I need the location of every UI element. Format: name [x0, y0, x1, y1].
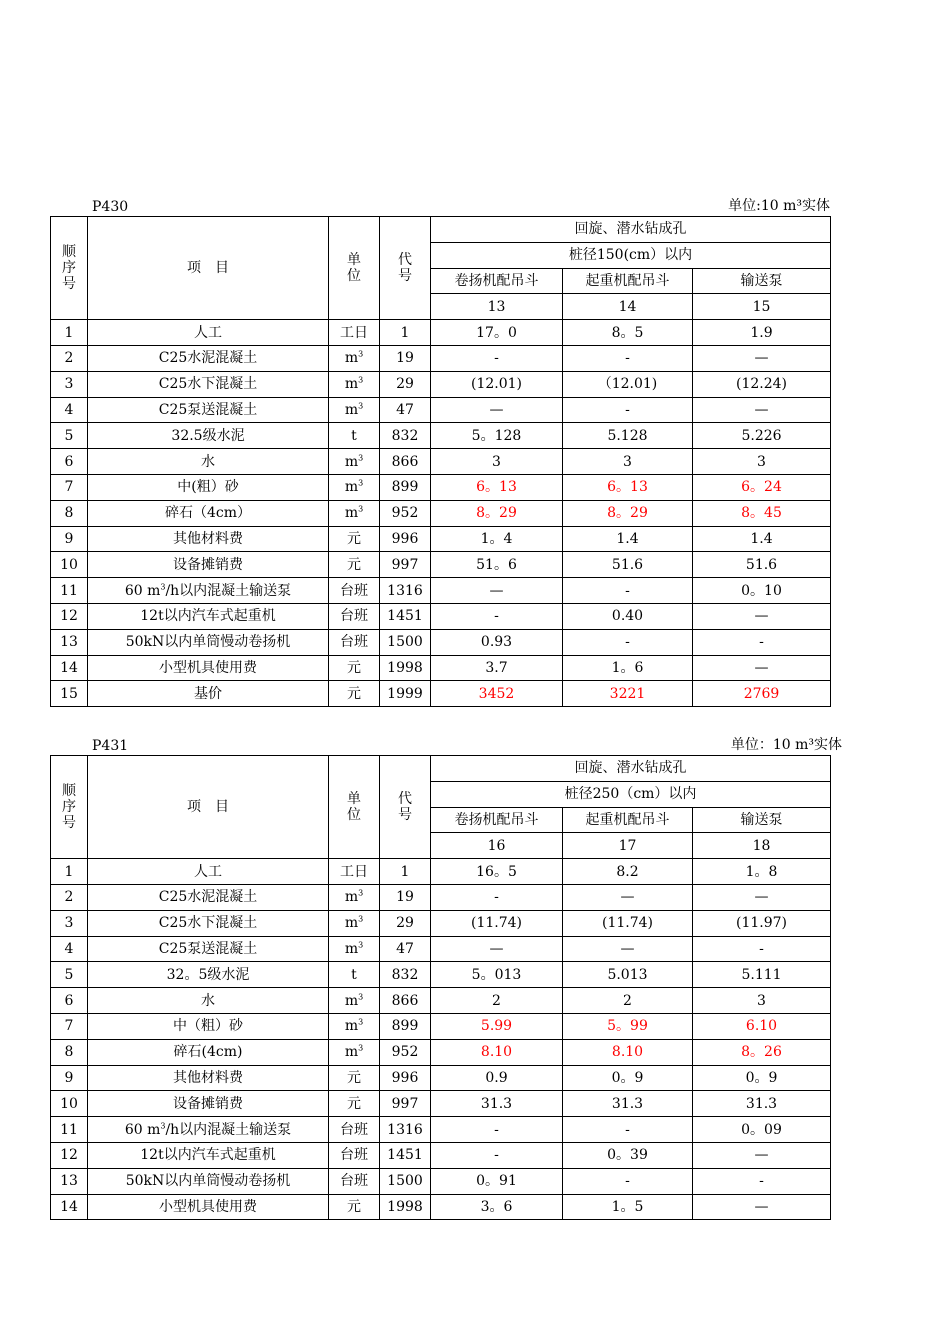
item-name: C25水泥混凝土 — [88, 884, 329, 910]
unit-label: 单位:10 m³实体 — [728, 198, 830, 214]
value-cell: - — [563, 1168, 693, 1194]
value-cell: 31.3 — [431, 1091, 563, 1117]
item-name: 人工 — [88, 859, 329, 885]
unit-cell: $m^3$ — [329, 449, 380, 475]
row-number: 5 — [51, 423, 88, 449]
row-number: 15 — [51, 681, 88, 707]
table-header — [51, 217, 831, 320]
unit-cell: 元 — [329, 655, 380, 681]
value-cell: 51。6 — [431, 552, 563, 578]
value-cell: 0。39 — [563, 1142, 693, 1168]
row-number: 12 — [51, 1142, 88, 1168]
header-code: 代 号 — [380, 756, 431, 859]
code-cell: 19 — [380, 884, 431, 910]
header-subgroup: 桩径250（cm）以内 — [431, 781, 831, 807]
item-name: 水 — [88, 449, 329, 475]
code-cell: 952 — [380, 1039, 431, 1065]
row-number: 7 — [51, 474, 88, 500]
code-cell: 832 — [380, 423, 431, 449]
value-cell: - — [563, 1117, 693, 1143]
unit-cell: $m^3$ — [329, 500, 380, 526]
value-cell: 5。128 — [431, 423, 563, 449]
row-number: 10 — [51, 1091, 88, 1117]
value-cell: 8.10 — [563, 1039, 693, 1065]
header-method: 起重机配吊斗 — [563, 807, 693, 833]
table-row — [51, 1117, 831, 1143]
table-row — [51, 1039, 831, 1065]
code-cell: 1998 — [380, 1194, 431, 1220]
value-cell: - — [431, 603, 563, 629]
item-name: 12t以内汽车式起重机 — [88, 603, 329, 629]
row-number: 7 — [51, 1013, 88, 1039]
code-cell: 1 — [380, 859, 431, 885]
item-name: 60 $m^3/h$以内混凝土输送泵 — [88, 578, 329, 604]
row-number: 13 — [51, 1168, 88, 1194]
row-number: 9 — [51, 1065, 88, 1091]
header-col-number: 18 — [693, 833, 831, 859]
header-group: 回旋、潜水钻成孔 — [431, 756, 831, 782]
value-cell: 8.2 — [563, 859, 693, 885]
value-cell: 31.3 — [693, 1091, 831, 1117]
table-grid — [50, 216, 831, 707]
item-name: 32.5级水泥 — [88, 423, 329, 449]
unit-cell: 台班 — [329, 1117, 380, 1143]
item-name: 其他材料费 — [88, 526, 329, 552]
row-number: 9 — [51, 526, 88, 552]
table-row — [51, 936, 831, 962]
value-cell: 3 — [693, 449, 831, 475]
table-row — [51, 603, 831, 629]
header-method: 卷扬机配吊斗 — [431, 268, 563, 294]
header-item: 项 目 — [88, 217, 329, 320]
item-name: 32。5级水泥 — [88, 962, 329, 988]
header-row — [51, 756, 831, 782]
value-cell: (12.01) — [431, 371, 563, 397]
quota-table-2 — [50, 735, 842, 1220]
unit-cell: 元 — [329, 552, 380, 578]
value-cell: - — [563, 629, 693, 655]
table-row — [51, 884, 831, 910]
value-cell: 31.3 — [563, 1091, 693, 1117]
row-number: 4 — [51, 397, 88, 423]
table-row — [51, 474, 831, 500]
table-row — [51, 526, 831, 552]
value-cell: 1。4 — [431, 526, 563, 552]
value-cell: — — [693, 1142, 831, 1168]
value-cell: 51.6 — [693, 552, 831, 578]
value-cell: 1。6 — [563, 655, 693, 681]
value-cell: 0。10 — [693, 578, 831, 604]
value-cell: 3 — [563, 449, 693, 475]
code-cell: 1316 — [380, 578, 431, 604]
item-name: 小型机具使用费 — [88, 1194, 329, 1220]
value-cell: 6。13 — [563, 474, 693, 500]
item-name: 小型机具使用费 — [88, 655, 329, 681]
unit-cell: 台班 — [329, 1168, 380, 1194]
item-name: 60 $m^3/h$以内混凝土输送泵 — [88, 1117, 329, 1143]
value-cell: 0.9 — [431, 1065, 563, 1091]
unit-cell: 工日 — [329, 320, 380, 346]
value-cell: 0.40 — [563, 603, 693, 629]
value-cell: (11.74) — [431, 910, 563, 936]
value-cell: — — [693, 655, 831, 681]
value-cell: 0。9 — [563, 1065, 693, 1091]
item-name: 其他材料费 — [88, 1065, 329, 1091]
value-cell: 8。45 — [693, 500, 831, 526]
unit-cell: $m^3$ — [329, 397, 380, 423]
row-number: 2 — [51, 345, 88, 371]
value-cell: — — [693, 884, 831, 910]
table-row — [51, 910, 831, 936]
item-name: 基价 — [88, 681, 329, 707]
value-cell: 5.128 — [563, 423, 693, 449]
row-number: 3 — [51, 371, 88, 397]
value-cell: — — [693, 1194, 831, 1220]
value-cell: 8。29 — [563, 500, 693, 526]
value-cell: 5.226 — [693, 423, 831, 449]
header-col-number: 13 — [431, 294, 563, 320]
value-cell: (11.97) — [693, 910, 831, 936]
unit-label: 单位：10 m³实体 — [730, 737, 842, 753]
code-cell: 1 — [380, 320, 431, 346]
header-code: 代 号 — [380, 217, 431, 320]
page-number: P431 — [92, 738, 129, 754]
item-name: 人工 — [88, 320, 329, 346]
table-row — [51, 988, 831, 1014]
quota-table-1 — [50, 196, 830, 707]
value-cell: — — [693, 603, 831, 629]
value-cell: — — [693, 345, 831, 371]
table-row — [51, 1194, 831, 1220]
code-cell: 832 — [380, 962, 431, 988]
header-unit: 单 位 — [329, 756, 380, 859]
table-grid — [50, 755, 831, 1220]
code-cell: 952 — [380, 500, 431, 526]
item-name: C25水下混凝土 — [88, 910, 329, 936]
header-col-number: 16 — [431, 833, 563, 859]
header-col-number: 17 — [563, 833, 693, 859]
value-cell: — — [431, 936, 563, 962]
row-number: 3 — [51, 910, 88, 936]
value-cell: - — [431, 1117, 563, 1143]
value-cell: 6。13 — [431, 474, 563, 500]
code-cell: 866 — [380, 449, 431, 475]
value-cell: 5.99 — [431, 1013, 563, 1039]
code-cell: 29 — [380, 371, 431, 397]
item-name: 50kN以内单筒慢动卷扬机 — [88, 629, 329, 655]
value-cell: - — [563, 397, 693, 423]
unit-cell: 台班 — [329, 603, 380, 629]
row-number: 14 — [51, 655, 88, 681]
table-body — [51, 320, 831, 707]
value-cell: — — [563, 936, 693, 962]
value-cell: 0。91 — [431, 1168, 563, 1194]
row-number: 11 — [51, 1117, 88, 1143]
header-unit: 单 位 — [329, 217, 380, 320]
value-cell: 1.4 — [563, 526, 693, 552]
table-header — [51, 756, 831, 859]
unit-cell: $m^3$ — [329, 371, 380, 397]
value-cell: 3452 — [431, 681, 563, 707]
unit-cell: $m^3$ — [329, 1039, 380, 1065]
value-cell: - — [431, 1142, 563, 1168]
value-cell: 5.111 — [693, 962, 831, 988]
value-cell: 8。29 — [431, 500, 563, 526]
value-cell: - — [563, 578, 693, 604]
header-method: 卷扬机配吊斗 — [431, 807, 563, 833]
unit-cell: 元 — [329, 1194, 380, 1220]
unit-cell: $m^3$ — [329, 910, 380, 936]
item-name: 中(粗）砂 — [88, 474, 329, 500]
unit-cell: $m^3$ — [329, 474, 380, 500]
row-number: 10 — [51, 552, 88, 578]
unit-cell: $m^3$ — [329, 1013, 380, 1039]
code-cell: 997 — [380, 552, 431, 578]
unit-cell: 元 — [329, 681, 380, 707]
table-row — [51, 1065, 831, 1091]
table-row — [51, 449, 831, 475]
value-cell: 2769 — [693, 681, 831, 707]
unit-cell: t — [329, 423, 380, 449]
value-cell: 8。26 — [693, 1039, 831, 1065]
value-cell: - — [693, 936, 831, 962]
unit-cell: $m^3$ — [329, 345, 380, 371]
unit-cell: 台班 — [329, 1142, 380, 1168]
table-row — [51, 1168, 831, 1194]
table-body — [51, 859, 831, 1220]
unit-cell: 台班 — [329, 578, 380, 604]
row-number: 8 — [51, 500, 88, 526]
code-cell: 996 — [380, 526, 431, 552]
table-row — [51, 655, 831, 681]
header-subgroup: 桩径150(cm）以内 — [431, 242, 831, 268]
unit-cell: 元 — [329, 526, 380, 552]
unit-cell: 元 — [329, 1091, 380, 1117]
caption-row — [50, 735, 842, 755]
table-row — [51, 578, 831, 604]
header-row — [51, 217, 831, 243]
value-cell: 5.013 — [563, 962, 693, 988]
table-row — [51, 500, 831, 526]
item-name: 水 — [88, 988, 329, 1014]
value-cell: 3221 — [563, 681, 693, 707]
table-row — [51, 397, 831, 423]
value-cell: 3。6 — [431, 1194, 563, 1220]
value-cell: (12.24) — [693, 371, 831, 397]
code-cell: 1451 — [380, 603, 431, 629]
code-cell: 1500 — [380, 629, 431, 655]
page-number: P430 — [92, 199, 129, 215]
item-name: 碎石（4cm） — [88, 500, 329, 526]
value-cell: - — [563, 345, 693, 371]
table-row — [51, 962, 831, 988]
value-cell: (11.74) — [563, 910, 693, 936]
value-cell: — — [563, 884, 693, 910]
code-cell: 1999 — [380, 681, 431, 707]
code-cell: 1998 — [380, 655, 431, 681]
table-row — [51, 1091, 831, 1117]
header-seq: 顺 序 号 — [51, 756, 88, 859]
value-cell: — — [693, 397, 831, 423]
unit-cell: 元 — [329, 1065, 380, 1091]
value-cell: 8。5 — [563, 320, 693, 346]
code-cell: 997 — [380, 1091, 431, 1117]
table-row — [51, 423, 831, 449]
value-cell: 5。013 — [431, 962, 563, 988]
value-cell: 1。8 — [693, 859, 831, 885]
row-number: 6 — [51, 449, 88, 475]
row-number: 14 — [51, 1194, 88, 1220]
value-cell: 3 — [431, 449, 563, 475]
row-number: 1 — [51, 320, 88, 346]
code-cell: 29 — [380, 910, 431, 936]
row-number: 2 — [51, 884, 88, 910]
value-cell: 6.10 — [693, 1013, 831, 1039]
table-row — [51, 320, 831, 346]
value-cell: 2 — [563, 988, 693, 1014]
item-name: 设备摊销费 — [88, 1091, 329, 1117]
row-number: 8 — [51, 1039, 88, 1065]
header-seq: 顺 序 号 — [51, 217, 88, 320]
table-row — [51, 629, 831, 655]
item-name: 50kN以内单筒慢动卷扬机 — [88, 1168, 329, 1194]
item-name: 12t以内汽车式起重机 — [88, 1142, 329, 1168]
item-name: C25水泥混凝土 — [88, 345, 329, 371]
row-number: 5 — [51, 962, 88, 988]
value-cell: 0。9 — [693, 1065, 831, 1091]
value-cell: 6。24 — [693, 474, 831, 500]
value-cell: 16。5 — [431, 859, 563, 885]
value-cell: 1.4 — [693, 526, 831, 552]
value-cell: 3.7 — [431, 655, 563, 681]
caption-row — [50, 196, 830, 216]
header-item: 项 目 — [88, 756, 329, 859]
item-name: 中（粗）砂 — [88, 1013, 329, 1039]
item-name: 设备摊销费 — [88, 552, 329, 578]
row-number: 1 — [51, 859, 88, 885]
unit-cell: $m^3$ — [329, 936, 380, 962]
row-number: 13 — [51, 629, 88, 655]
table-row — [51, 345, 831, 371]
value-cell: 5。99 — [563, 1013, 693, 1039]
code-cell: 1451 — [380, 1142, 431, 1168]
code-cell: 899 — [380, 474, 431, 500]
code-cell: 1500 — [380, 1168, 431, 1194]
code-cell: 899 — [380, 1013, 431, 1039]
value-cell: - — [693, 629, 831, 655]
table-row — [51, 681, 831, 707]
value-cell: 17。0 — [431, 320, 563, 346]
value-cell: 51.6 — [563, 552, 693, 578]
value-cell: 0。09 — [693, 1117, 831, 1143]
row-number: 12 — [51, 603, 88, 629]
item-name: C25泵送混凝土 — [88, 936, 329, 962]
code-cell: 996 — [380, 1065, 431, 1091]
unit-cell: t — [329, 962, 380, 988]
code-cell: 866 — [380, 988, 431, 1014]
value-cell: 1。5 — [563, 1194, 693, 1220]
row-number: 11 — [51, 578, 88, 604]
table-row — [51, 859, 831, 885]
header-col-number: 14 — [563, 294, 693, 320]
unit-cell: $m^3$ — [329, 988, 380, 1014]
unit-cell: 台班 — [329, 629, 380, 655]
unit-cell: 工日 — [329, 859, 380, 885]
row-number: 6 — [51, 988, 88, 1014]
value-cell: 8.10 — [431, 1039, 563, 1065]
row-number: 4 — [51, 936, 88, 962]
item-name: 碎石(4cm) — [88, 1039, 329, 1065]
header-method: 输送泵 — [693, 268, 831, 294]
table-row — [51, 1013, 831, 1039]
value-cell: — — [431, 578, 563, 604]
value-cell: 0.93 — [431, 629, 563, 655]
code-cell: 47 — [380, 397, 431, 423]
value-cell: 2 — [431, 988, 563, 1014]
item-name: C25水下混凝土 — [88, 371, 329, 397]
value-cell: - — [693, 1168, 831, 1194]
code-cell: 47 — [380, 936, 431, 962]
value-cell: （12.01) — [563, 371, 693, 397]
header-method: 起重机配吊斗 — [563, 268, 693, 294]
code-cell: 19 — [380, 345, 431, 371]
item-name: C25泵送混凝土 — [88, 397, 329, 423]
value-cell: — — [431, 397, 563, 423]
value-cell: - — [431, 884, 563, 910]
table-row — [51, 1142, 831, 1168]
header-col-number: 15 — [693, 294, 831, 320]
table-row — [51, 552, 831, 578]
code-cell: 1316 — [380, 1117, 431, 1143]
unit-cell: $m^3$ — [329, 884, 380, 910]
header-method: 输送泵 — [693, 807, 831, 833]
value-cell: - — [431, 345, 563, 371]
value-cell: 1.9 — [693, 320, 831, 346]
header-group: 回旋、潜水钻成孔 — [431, 217, 831, 243]
table-row — [51, 371, 831, 397]
value-cell: 3 — [693, 988, 831, 1014]
